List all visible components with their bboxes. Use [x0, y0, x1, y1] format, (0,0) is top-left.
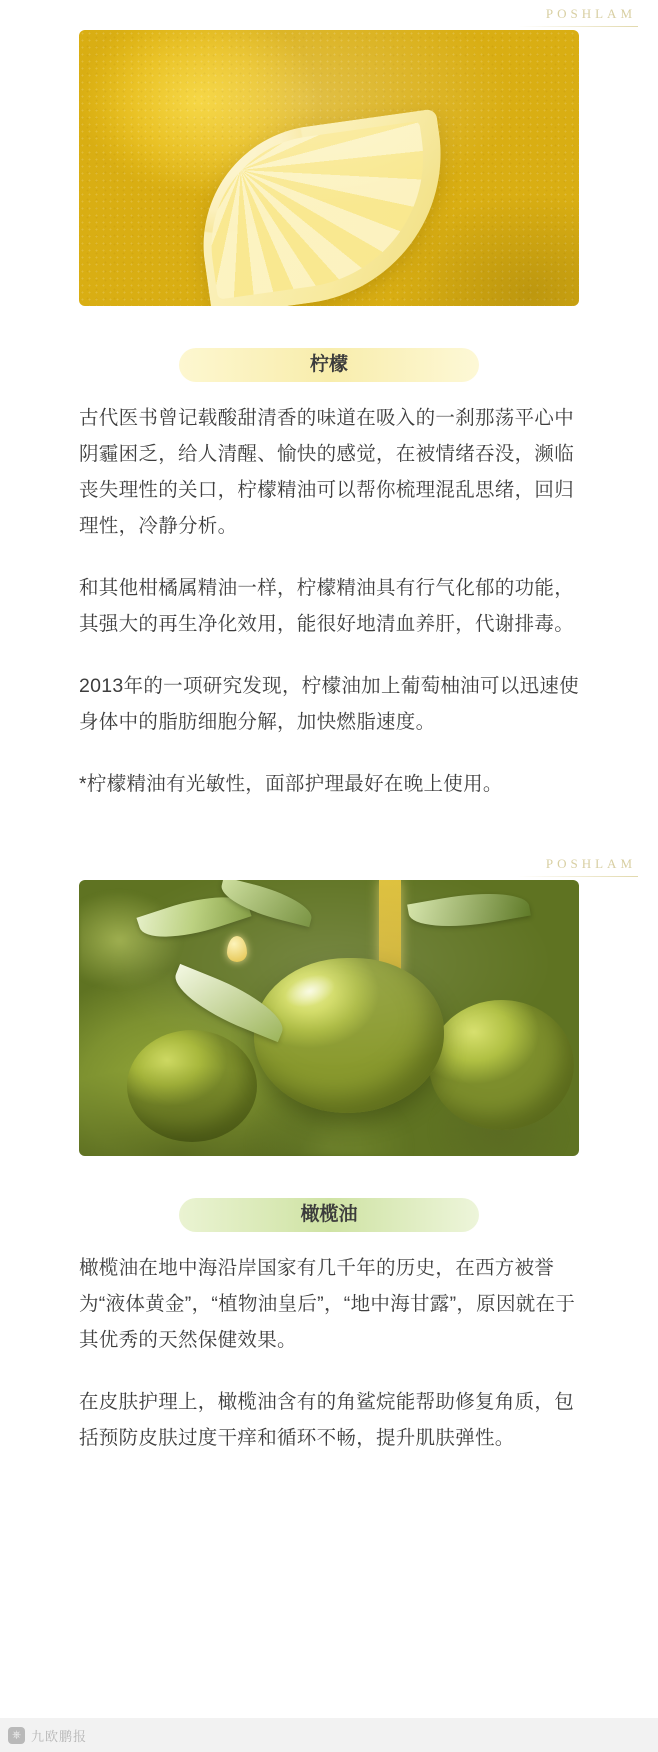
olive-body: [79, 1250, 579, 1456]
lemon-body: [79, 400, 579, 802]
brand-rule: [518, 26, 638, 27]
footer-watermark: [0, 1718, 658, 1752]
brand-wordmark: POSHLAM: [545, 6, 636, 21]
section-lemon: [0, 0, 658, 802]
paragraph: 2013年的一项研究发现，柠檬油加上葡萄柚油可以迅速使身体中的脂肪细胞分解，加快燃脂速度。: [79, 675, 579, 733]
lemon-photo-lighting: [79, 30, 579, 306]
lemon-photo: [79, 30, 579, 306]
weibo-icon: ⎈: [8, 1727, 25, 1744]
section-olive: [0, 850, 658, 1456]
paragraph: 在皮肤护理上，橄榄油含有的角鲨烷能帮助修复角质，包括预防皮肤过度干痒和循环不畅，提升肌肤弹性。: [79, 1391, 575, 1449]
paragraph: 古代医书曾记载酸甜清香的味道在吸入的一刹那荡平心中阴霾困乏，给人清醒、愉快的感觉，在被情绪吞没，濒临丧失理性的关口，柠檬精油可以帮你梳理混乱思绪，回归理性，冷静分析。: [79, 407, 575, 537]
brand-wordmark: POSHLAM: [545, 856, 636, 871]
section-title-olive: 橄榄油: [179, 1198, 479, 1232]
brand-rule: [518, 876, 638, 877]
paragraph: 和其他柑橘属精油一样，柠檬精油具有行气化郁的功能，其强大的再生净化效用，能很好地清血养肝，代谢排毒。: [79, 577, 575, 635]
lemon-title-wrap: [0, 348, 658, 382]
olive-photo-lighting: [79, 880, 579, 1156]
paragraph: *柠檬精油有光敏性，面部护理最好在晚上使用。: [79, 773, 503, 795]
paragraph: 橄榄油在地中海沿岸国家有几千年的历史，在西方被誉为“液体黄金”，“植物油皇后”，“地中海甘露”，原因就在于其优秀的天然保健效果。: [79, 1257, 576, 1351]
olive-photo: [79, 880, 579, 1156]
brand-bar-top: [0, 0, 658, 30]
watermark-label: 九欧鹏报: [31, 1728, 88, 1744]
section-title-lemon: 柠檬: [179, 348, 479, 382]
olive-title-wrap: [0, 1198, 658, 1232]
brand-bar-middle: [0, 850, 658, 880]
section-spacer: [0, 802, 658, 850]
